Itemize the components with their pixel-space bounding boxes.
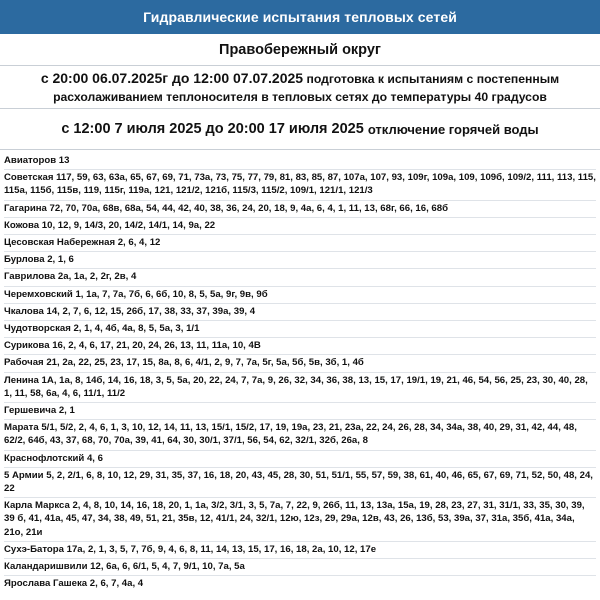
outage-text: отключение горячей воды [367,121,539,137]
preparation-period [0,66,600,109]
address-row: Сурикова 16, 2, 4, 6, 17, 21, 20, 24, 26, 13, 11, 11а, 10, 4В [4,338,596,355]
address-row: Черемховский 1, 1а, 7, 7а, 7б, 6, 6б, 10, 8, 5, 5а, 9г, 9в, 9б [4,287,596,304]
address-row: 5 Армии 5, 2, 2/1, 6, 8, 10, 12, 29, 31, 35, 37, 16, 18, 20, 43, 45, 28, 30, 51, 51/1, 55, 57, 59, 38, 61, 40, 46, 65, 67, 69, 71, 52, 50, 48, 24, 22 [4,468,596,498]
address-row: Советская 117, 59, 63, 63а, 65, 67, 69, 71, 73а, 73, 75, 77, 79, 81, 83, 85, 87, 107а, 107, 93, 109г, 109а, 109, 109б, 109/2, 111, 113, 115, 115а, 115б, 115в, 119, 115г, 119а, 121, 121/2, 121б, 115/3, 115/2, 109/1, 121/1, 121/3 [4,170,596,200]
outage-period [0,109,600,150]
title-bar [0,0,600,34]
address-row: Карла Маркса 2, 4, 8, 10, 14, 16, 18, 20, 1, 1а, 3/2, 3/1, 3, 5, 7а, 7, 22, 9, 26б, 11, 13, 13а, 15а, 19, 28, 23, 27, 31, 31/1, 33, 35, 30, 39, 39 б, 41, 41а, 45, 47, 34, 38, 49, 51, 21, 35в, 12, 41/1, 24, 32/1, 12ю, 12з, 29, 29а, 12в, 43, 26, 13б, 53, 39а, 37, 31а, 35б, 41а, 34а, 21о, 21и [4,498,596,542]
page-title: Гидравлические испытания тепловых сетей [143,9,457,25]
preparation-dates: с 20:00 06.07.2025г до 12:00 07.07.2025 [40,69,304,86]
address-row: Гаврилова 2а, 1а, 2, 2г, 2в, 4 [4,269,596,286]
address-list [0,150,600,592]
address-row: Рабочая 21, 2а, 22, 25, 23, 17, 15, 8а, 8, 6, 4/1, 2, 9, 7, 7а, 5г, 5а, 5б, 5в, 3б, 1, 4б [4,355,596,372]
district-header [0,34,600,66]
address-row: Цесовская Набережная 2, 6, 4, 12 [4,235,596,252]
preparation-line-1 [0,69,600,88]
address-row: Каландаришвили 12, 6а, 6, 6/1, 5, 4, 7, 9/1, 10, 7а, 5а [4,559,596,576]
address-row: Ленина 1А, 1а, 8, 14б, 14, 16, 18, 3, 5, 5а, 20, 22, 24, 7, 7а, 9, 26, 32, 34, 36, 38, 13, 15, 17, 19/1, 19, 21, 46, 54, 56, 25, 23, 30, 40, 28, 1, 11, 58, 6а, 4, 6, 11/1, 11/2 [4,373,596,403]
address-row: Чкалова 14, 2, 7, 6, 12, 15, 26б, 17, 38, 33, 37, 39а, 39, 4 [4,304,596,321]
address-row: Чудотворская 2, 1, 4, 4б, 4а, 8, 5, 5а, 3, 1/1 [4,321,596,338]
address-row: Гершевича 2, 1 [4,403,596,420]
address-row: Ярослава Гашека 2, 6, 7, 4а, 4 [4,578,144,590]
address-row: Краснофлотский 4, 6 [4,451,596,468]
district-name: Правобережный округ [219,41,381,58]
outage-dates: с 12:00 7 июля 2025 до 20:00 17 июля 2025 [61,121,364,137]
preparation-text-2: расхолаживанием теплоносителя в тепловых сетях до температуры 40 градусов [53,89,547,104]
preparation-text-1: подготовка к испытаниям с постепенным [306,71,560,86]
address-row: Сухэ-Батора 17а, 2, 1, 3, 5, 7, 7б, 9, 4, 6, 8, 11, 14, 13, 15, 17, 16, 18, 2а, 10, 12, 17е [4,542,596,559]
address-row: Кожова 10, 12, 9, 14/3, 20, 14/2, 14/1, 14, 9а, 22 [4,218,596,235]
address-row: Гагарина 72, 70, 70а, 68в, 68а, 54, 44, 42, 40, 38, 36, 24, 20, 18, 9, 4а, 6, 4, 1, 11, 13, 68г, 66, 16, 68б [4,201,596,218]
address-row: Авиаторов 13 [4,153,596,170]
address-row: Марата 5/1, 5/2, 2, 4, 6, 1, 3, 10, 12, 14, 11, 13, 15/1, 15/2, 17, 19, 19а, 23, 21, 23а, 22, 24, 26, 28, 34, 34а, 38, 40, 29, 31, 42, 44, 48, 62/2, 64б, 43, 37, 68, 70, 70а, 39, 41, 64, 30, 30/1, 37/1, 56, 54, 62, 32/1, 32б, 26а, 8 [4,420,596,450]
address-row: Бурлова 2, 1, 6 [4,252,596,269]
